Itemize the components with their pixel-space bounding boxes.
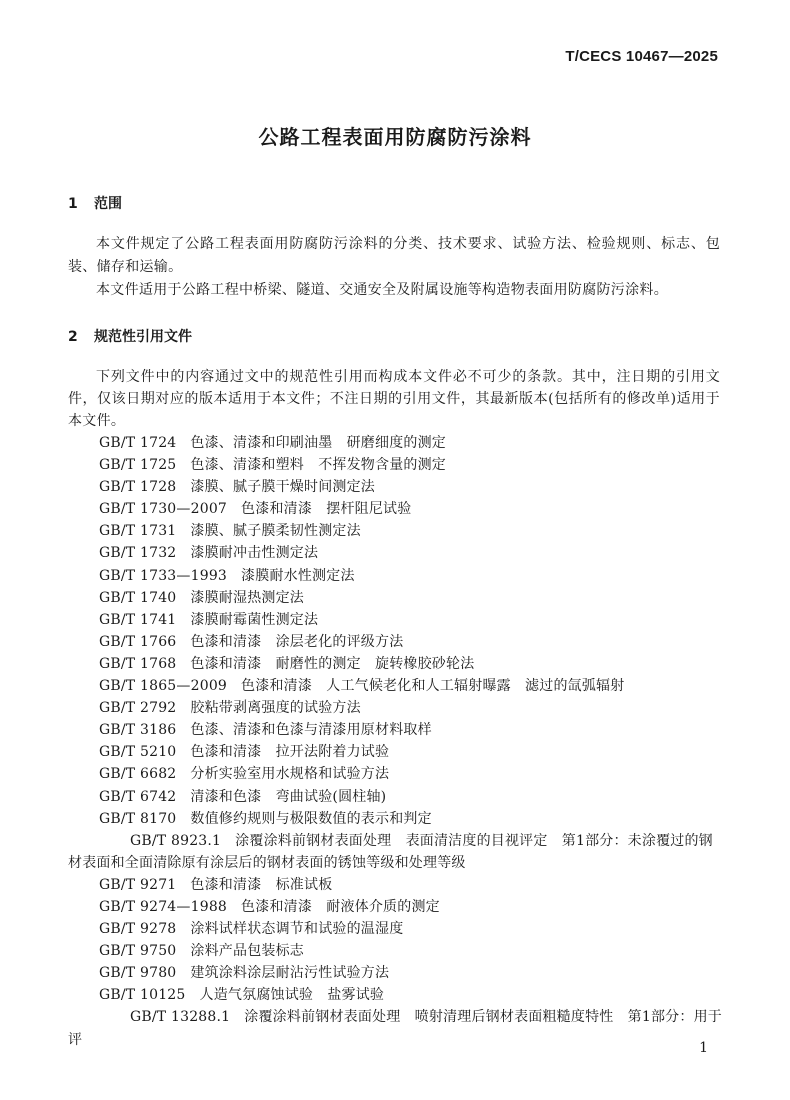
reference-code: GB/T 5210 — [99, 744, 177, 761]
reference-code: GB/T 1733—1993 — [99, 567, 228, 584]
scope-paragraph-2: 本文件适用于公路工程中桥梁、隧道、交通安全及附属设施等构造物表面用防腐防污涂料。 — [96, 282, 668, 298]
reference-item — [68, 830, 724, 874]
reference-title: 涂覆涂料前钢材表面处理 表面清洁度的目视评定 第1部分：未涂覆过的钢材表面和全面清除原有涂层后的钢材表面的锈蚀等级和处理等级 — [68, 832, 713, 871]
reference-item — [68, 896, 724, 918]
reference-code: GB/T 6742 — [99, 788, 177, 805]
reference-code: GB/T 1732 — [99, 545, 177, 562]
reference-item — [68, 940, 724, 962]
reference-title: 色漆和清漆 人工气候老化和人工辐射曝露 滤过的氙弧辐射 — [241, 678, 625, 695]
reference-item — [68, 476, 724, 498]
reference-item — [68, 719, 724, 741]
reference-item — [68, 962, 724, 984]
reference-code: GB/T 2792 — [99, 700, 177, 717]
reference-code: GB/T 13288.1 — [130, 1009, 231, 1026]
reference-code: GB/T 9750 — [99, 943, 177, 960]
reference-title: 漆膜耐湿热测定法 — [190, 589, 305, 606]
scope-paragraph-1: 本文件规定了公路工程表面用防腐防污涂料的分类、技术要求、试验方法、检验规则、标志、包装、储存和运输。 — [68, 236, 720, 275]
reference-item — [68, 520, 724, 542]
reference-item — [68, 565, 724, 587]
reference-title: 清漆和色漆 弯曲试验(圆柱轴) — [190, 788, 387, 805]
reference-item — [68, 918, 724, 940]
reference-code: GB/T 10125 — [99, 987, 186, 1004]
reference-code: GB/T 1768 — [99, 655, 177, 672]
reference-code: GB/T 1740 — [99, 589, 177, 606]
reference-title: 分析实验室用水规格和试验方法 — [190, 766, 390, 783]
reference-title: 漆膜耐水性测定法 — [241, 567, 355, 584]
reference-title: 涂料试样状态调节和试验的温湿度 — [190, 921, 404, 938]
section-1-number: 1 — [68, 196, 78, 212]
reference-item — [68, 631, 724, 653]
reference-code: GB/T 8923.1 — [130, 832, 222, 849]
reference-title: 色漆、清漆和色漆与清漆用原材料取样 — [190, 722, 432, 739]
reference-code: GB/T 6682 — [99, 766, 177, 783]
reference-title: 色漆、清漆和塑料 不挥发物含量的测定 — [190, 457, 447, 474]
reference-title: 建筑涂料涂层耐沾污性试验方法 — [190, 965, 390, 982]
reference-code: GB/T 1725 — [99, 457, 177, 474]
reference-item — [68, 653, 724, 675]
reference-item — [68, 498, 724, 520]
section-2-title: 规范性引用文件 — [94, 329, 192, 345]
reference-item — [68, 984, 724, 1006]
reference-title: 涂料产品包装标志 — [190, 943, 305, 960]
reference-item — [68, 786, 724, 808]
reference-list — [68, 432, 724, 1051]
reference-code: GB/T 9274—1988 — [99, 898, 228, 915]
standard-code: T/CECS 10467—2025 — [565, 48, 718, 65]
reference-title: 数值修约规则与极限数值的表示和判定 — [190, 810, 432, 827]
reference-title: 色漆和清漆 耐磨性的测定 旋转橡胶砂轮法 — [190, 655, 475, 672]
reference-item — [68, 741, 724, 763]
reference-item — [68, 697, 724, 719]
reference-title: 色漆、清漆和印刷油墨 研磨细度的测定 — [190, 435, 447, 451]
reference-item — [68, 808, 724, 830]
reference-code: GB/T 1731 — [99, 523, 177, 540]
reference-item — [68, 675, 724, 697]
reference-title: 胶粘带剥离强度的试验方法 — [190, 700, 361, 717]
reference-title: 漆膜、腻子膜干燥时间测定法 — [190, 479, 376, 496]
reference-code: GB/T 1741 — [99, 611, 177, 628]
reference-item — [68, 454, 724, 476]
reference-title: 漆膜、腻子膜柔韧性测定法 — [190, 523, 361, 540]
reference-item — [68, 1006, 724, 1050]
reference-title: 人造气氛腐蚀试验 盐雾试验 — [199, 987, 385, 1004]
reference-title: 色漆和清漆 摆杆阻尼试验 — [241, 501, 412, 518]
reference-code: GB/T 1730—2007 — [99, 501, 228, 518]
reference-title: 涂覆涂料前钢材表面处理 喷射清理后钢材表面粗糙度特性 第1部分：用于评 — [68, 1009, 722, 1048]
reference-code: GB/T 1766 — [99, 633, 177, 650]
page-number: 1 — [699, 1040, 708, 1056]
reference-title: 色漆和清漆 拉开法附着力试验 — [190, 744, 390, 761]
reference-title: 漆膜耐冲击性测定法 — [190, 545, 319, 562]
reference-code: GB/T 3186 — [99, 722, 177, 739]
reference-code: GB/T 9271 — [99, 876, 177, 893]
reference-item — [68, 542, 724, 564]
section-2-heading — [68, 326, 192, 346]
reference-item — [68, 587, 724, 609]
reference-code: GB/T 9278 — [99, 921, 177, 938]
reference-code: GB/T 1865—2009 — [99, 678, 228, 695]
reference-item — [68, 432, 724, 454]
reference-code: GB/T 1724 — [99, 435, 177, 451]
reference-code: GB/T 9780 — [99, 965, 177, 982]
references-intro: 下列文件中的内容通过文中的规范性引用而构成本文件必不可少的条款。其中，注日期的引用文件，仅该日期对应的版本适用于本文件；不注日期的引用文件，其最新版本(包括所有的修改单)适用于本文件。 — [68, 369, 720, 429]
reference-code: GB/T 8170 — [99, 810, 177, 827]
section-2-number: 2 — [68, 329, 78, 345]
reference-title: 色漆和清漆 耐液体介质的测定 — [241, 898, 440, 915]
section-1-title: 范围 — [94, 196, 122, 212]
reference-item — [68, 874, 724, 896]
reference-title: 漆膜耐霉菌性测定法 — [190, 611, 319, 628]
reference-item — [68, 609, 724, 631]
section-1-heading — [68, 193, 122, 213]
reference-item — [68, 763, 724, 785]
reference-title: 色漆和清漆 涂层老化的评级方法 — [190, 633, 404, 650]
reference-code: GB/T 1728 — [99, 479, 177, 496]
reference-title: 色漆和清漆 标准试板 — [190, 876, 333, 893]
document-title: 公路工程表面用防腐防污涂料 — [258, 125, 532, 149]
